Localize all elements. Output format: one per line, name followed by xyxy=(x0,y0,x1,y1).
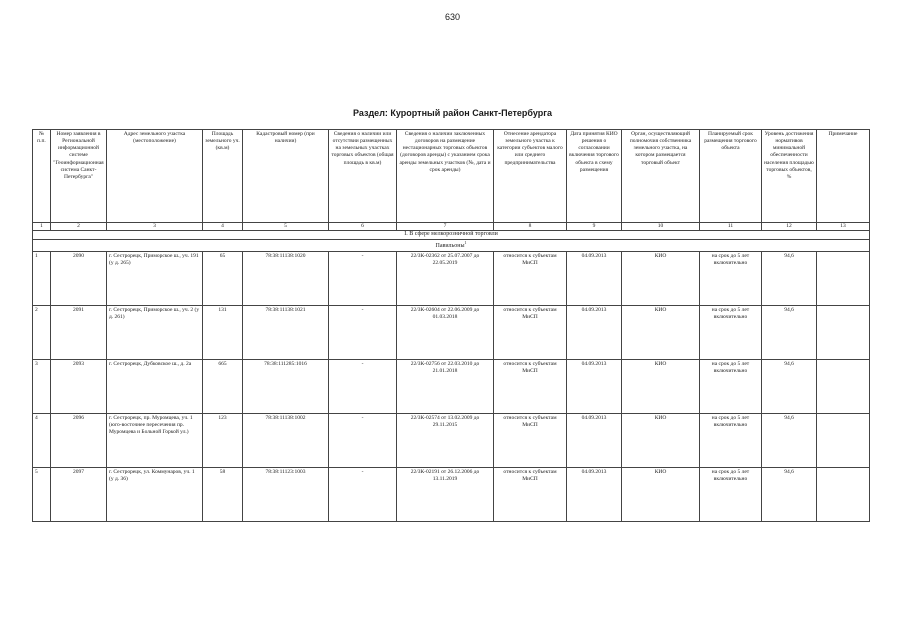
cell-date: 04.09.2013 xyxy=(567,413,622,467)
cell-note xyxy=(817,467,870,521)
header-cell: № п.п. xyxy=(33,130,51,223)
cell-cadastral: 78:38:11138:1020 xyxy=(243,251,329,305)
cell-area: 131 xyxy=(203,305,243,359)
header-cell: Орган, осуществляющий полномочия собственника земельного участка, на котором размещается торговый объект xyxy=(622,130,700,223)
cell-number: 1 xyxy=(33,251,51,305)
table-row xyxy=(33,305,870,359)
column-number: 3 xyxy=(107,223,203,231)
cell-organ: КИО xyxy=(622,467,700,521)
header-cell: Номер заявления в Региональной информационной системе "Геоинформационная система Санкт-Петербурга" xyxy=(51,130,107,223)
header-cell: Адрес земельного участка (местоположение) xyxy=(107,130,203,223)
cell-cadastral: 78:38:11138:1021 xyxy=(243,305,329,359)
cell-note xyxy=(817,305,870,359)
header-cell: Сведения о наличии или отсутствии размещенных на земельных участках торговых объектов (общая площадь в кв.м) xyxy=(329,130,397,223)
header-cell: Отнесение арендатора земельного участка к категории субъектов малого или среднего предпринимательства xyxy=(494,130,567,223)
column-number: 13 xyxy=(817,223,870,231)
table-row xyxy=(33,413,870,467)
cell-date: 04.09.2013 xyxy=(567,359,622,413)
cell-application-number: 2097 xyxy=(51,467,107,521)
cell-term: на срок до 5 лет включительно xyxy=(700,413,762,467)
header-cell: Дата принятия КИО решения о согласовании включения торгового объекта в схему размещения xyxy=(567,130,622,223)
subgroup-cell xyxy=(33,240,870,252)
cell-level: 94,6 xyxy=(762,359,817,413)
cell-level: 94,6 xyxy=(762,467,817,521)
cell-note xyxy=(817,413,870,467)
cell-note xyxy=(817,251,870,305)
cell-level: 94,6 xyxy=(762,251,817,305)
cell-area: 665 xyxy=(203,359,243,413)
cell-address: г. Сестрорецк, пр. Муромцева, уч. 1 (юго-восточнее пересечения пр. Муромцева и Больной Горкой ул.) xyxy=(107,413,203,467)
cell-term: на срок до 5 лет включительно xyxy=(700,359,762,413)
cell-number: 4 xyxy=(33,413,51,467)
column-number: 4 xyxy=(203,223,243,231)
cell-organ: КИО xyxy=(622,251,700,305)
cell-address: г. Сестрорецк, Приморское ш., уч. 2 (у д. 261) xyxy=(107,305,203,359)
cell-cadastral: 78:38:11138:1002 xyxy=(243,413,329,467)
column-number: 2 xyxy=(51,223,107,231)
cell-sme: относится к субъектам МиСП xyxy=(494,359,567,413)
cell-objects: - xyxy=(329,413,397,467)
column-number: 9 xyxy=(567,223,622,231)
cell-lease: 22/ЗК-02604 от 22.06.2009 до 01.03.2018 xyxy=(397,305,494,359)
cell-address: г. Сестрорецк, ул. Коммунаров, уч. 1 (у д. 36) xyxy=(107,467,203,521)
cell-organ: КИО xyxy=(622,359,700,413)
table-row xyxy=(33,359,870,413)
cell-objects: - xyxy=(329,305,397,359)
cell-number: 2 xyxy=(33,305,51,359)
cell-organ: КИО xyxy=(622,413,700,467)
cell-lease: 22/ЗК-02756 от 22.03.2010 до 21.01.2018 xyxy=(397,359,494,413)
column-number: 7 xyxy=(397,223,494,231)
cell-address: г. Сестрорецк, Приморское ш., уч. 191 (у д. 265) xyxy=(107,251,203,305)
table-row xyxy=(33,251,870,305)
cell-term: на срок до 5 лет включительно xyxy=(700,305,762,359)
header-cell: Кадастровый номер (при наличии) xyxy=(243,130,329,223)
cell-term: на срок до 5 лет включительно xyxy=(700,467,762,521)
cell-area: 58 xyxy=(203,467,243,521)
cell-objects: - xyxy=(329,251,397,305)
header-cell: Планируемый срок размещения торгового объекта xyxy=(700,130,762,223)
column-number: 11 xyxy=(700,223,762,231)
cell-application-number: 2091 xyxy=(51,305,107,359)
table-row xyxy=(33,467,870,521)
column-number: 6 xyxy=(329,223,397,231)
cell-note xyxy=(817,359,870,413)
header-cell: Площадь земельного уч. (кв.м) xyxy=(203,130,243,223)
footnote-marker: 1 xyxy=(464,240,467,246)
cell-organ: КИО xyxy=(622,305,700,359)
cell-objects: - xyxy=(329,359,397,413)
cell-sme: относится к субъектам МиСП xyxy=(494,467,567,521)
cell-level: 94,6 xyxy=(762,305,817,359)
column-number: 1 xyxy=(33,223,51,231)
cell-application-number: 2093 xyxy=(51,359,107,413)
cell-lease: 22/ЗК-02191 от 26.12.2006 до 13.11.2019 xyxy=(397,467,494,521)
cell-cadastral: 78:38:111285:1016 xyxy=(243,359,329,413)
cell-date: 04.09.2013 xyxy=(567,305,622,359)
column-number: 5 xyxy=(243,223,329,231)
cell-term: на срок до 5 лет включительно xyxy=(700,251,762,305)
cell-sme: относится к субъектам МиСП xyxy=(494,413,567,467)
cell-application-number: 2090 xyxy=(51,251,107,305)
header-cell: Уровень достижения нормативов минимальной обеспеченности населения площадью торговых объектов, % xyxy=(762,130,817,223)
subgroup-row xyxy=(33,240,870,252)
header-cell: Сведения о наличии заключенных договоров на размещение нестационарных торговых объектов (договоров аренды) с указанием срока аренды земельных участков (№, дата и срок аренды) xyxy=(397,130,494,223)
section-title: Раздел: Курортный район Санкт-Петербурга xyxy=(353,108,552,118)
cell-date: 04.09.2013 xyxy=(567,251,622,305)
cell-objects: - xyxy=(329,467,397,521)
column-number-row xyxy=(33,223,870,231)
table-header-row xyxy=(33,130,870,223)
column-number: 10 xyxy=(622,223,700,231)
cell-address: г. Сестрорецк, Дубковское ш., д. 2а xyxy=(107,359,203,413)
cell-level: 94,6 xyxy=(762,413,817,467)
cell-lease: 22/ЗК-02362 от 25.07.2007 до 22.05.2019 xyxy=(397,251,494,305)
registry-table xyxy=(32,129,870,522)
cell-number: 3 xyxy=(33,359,51,413)
page-number: 630 xyxy=(444,12,461,22)
cell-number: 5 xyxy=(33,467,51,521)
header-cell: Примечание xyxy=(817,130,870,223)
cell-application-number: 2096 xyxy=(51,413,107,467)
subgroup-title: Павильоны xyxy=(435,243,465,250)
cell-lease: 22/ЗК-02574 от 13.02.2009 до 29.11.2015 xyxy=(397,413,494,467)
group-row xyxy=(33,231,870,240)
column-number: 8 xyxy=(494,223,567,231)
cell-area: 123 xyxy=(203,413,243,467)
cell-cadastral: 78:38:11123:1003 xyxy=(243,467,329,521)
cell-date: 04.09.2013 xyxy=(567,467,622,521)
cell-sme: относится к субъектам МиСП xyxy=(494,305,567,359)
cell-sme: относится к субъектам МиСП xyxy=(494,251,567,305)
cell-area: 65 xyxy=(203,251,243,305)
column-number: 12 xyxy=(762,223,817,231)
group-title: I. В сфере мелкорозничной торговли xyxy=(33,231,870,240)
